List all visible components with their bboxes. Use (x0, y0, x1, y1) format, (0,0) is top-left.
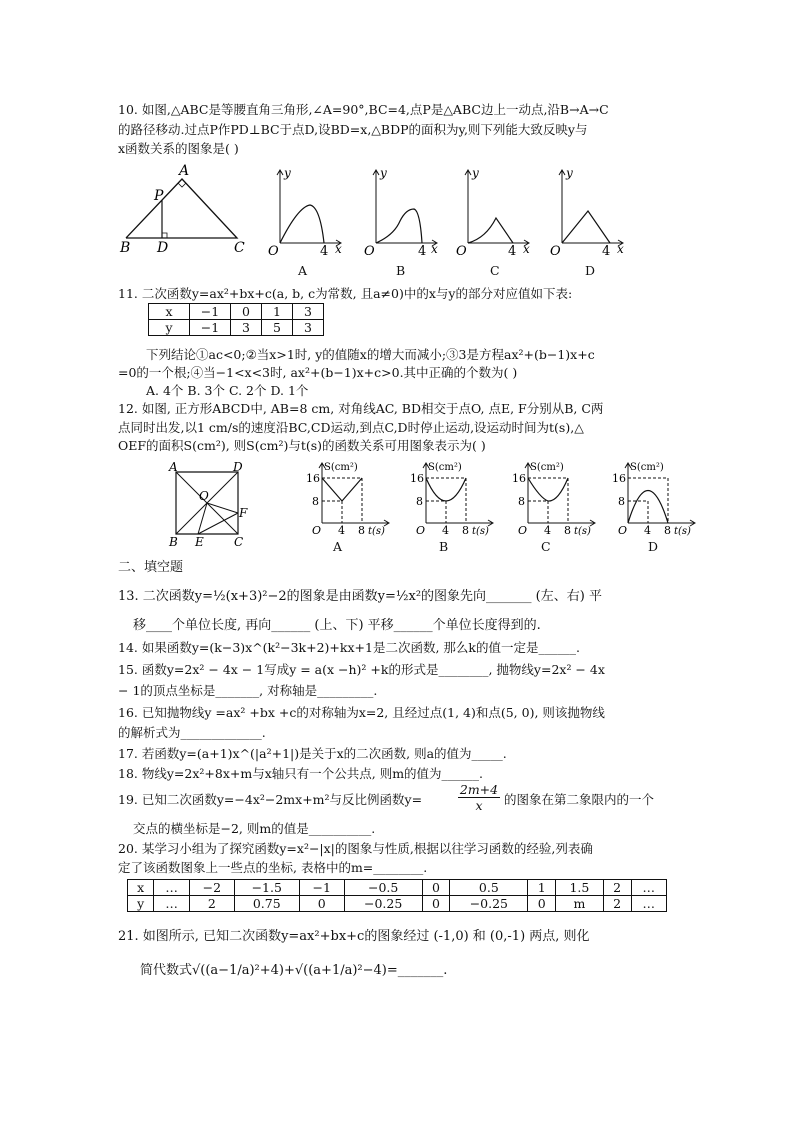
q12-graph-d (606, 458, 701, 538)
svg-text:4: 4 (644, 524, 651, 537)
q11-line-2: 下列结论①ac<0;②当x>1时, y的值随x的增大而减小;③3是方程ax²+(b−1)x+c (146, 347, 595, 362)
svg-text:t(s): t(s) (574, 526, 591, 537)
q10-triangle-figure (116, 163, 251, 258)
q12-line-1: 12. 如图, 正方形ABCD中, AB=8 cm, 对角线AC, BD相交于点O, 点E, F分别从B, C两 (118, 401, 604, 416)
q19-line-1a: 19. 已知二次函数y=−4x²−2mx+m²与反比例函数y= (118, 792, 423, 807)
q12-square-figure (166, 461, 246, 547)
q20-line-1: 20. 某学习小组为了探究函数y=x²−|x|的图象与性质,根据以往学习函数的经验,列表确 (118, 841, 593, 856)
svg-text:y: y (566, 166, 573, 180)
q18: 18. 物线y=2x²+8x+m与x轴只有一个公共点, 则m的值为______. (118, 766, 484, 781)
label-B: B (120, 240, 131, 256)
svg-text:x: x (617, 242, 624, 256)
q12-option-b: B (439, 539, 449, 554)
svg-text:8: 8 (312, 495, 319, 508)
q12-graph-b (404, 458, 499, 538)
q21-line-2: 简代数式√((a−1/a)²+4)+√((a+1/a)²−4)=_______. (140, 963, 448, 978)
q12-line-3: OEF的面积S(cm²), 则S(cm²)与t(s)的函数关系可用图象表示为( ) (118, 438, 486, 453)
q16-line-1: 16. 已知抛物线y =ax² +bx +c的对称轴为x=2, 且经过点(1, 4)和点(5, 0), 则该抛物线 (118, 705, 605, 720)
svg-text:4: 4 (602, 244, 611, 259)
svg-text:O: O (518, 524, 528, 537)
svg-text:O: O (456, 244, 467, 259)
svg-text:8: 8 (664, 524, 671, 537)
svg-text:4: 4 (418, 244, 427, 259)
svg-text:O: O (364, 244, 375, 259)
q10-option-d: D (585, 263, 596, 278)
q10-option-b: B (396, 263, 406, 278)
svg-text:y: y (284, 166, 291, 180)
table-row: x … −2 −1.5 −1 −0.5 0 0.5 1 1.5 2 … (128, 880, 667, 896)
q19-line-2: 交点的横坐标是−2, 则m的值是__________. (133, 821, 376, 836)
svg-text:O: O (416, 524, 426, 537)
q10-graph-c (446, 163, 536, 258)
svg-text:8: 8 (416, 495, 423, 508)
q12-line-2: 点同时出发,以1 cm/s的速度沿BC,CD运动,到点C,D时停止运动,设运动时间为t(s),△ (118, 420, 584, 435)
svg-text:4: 4 (442, 524, 449, 537)
q12-graph-a (300, 458, 395, 538)
q13-line-2: 移____个单位长度, 再向______ (上、下) 平移______个单位长度得到的. (133, 618, 541, 633)
svg-text:O: O (550, 244, 561, 259)
svg-text:F: F (239, 506, 248, 520)
q10-line-1: 10. 如图,△ABC是等腰直角三角形,∠A=90°,BC=4,点P是△ABC边上一动点,沿B→A→C (118, 102, 609, 117)
svg-text:E: E (195, 535, 204, 549)
q10-graph-b (354, 163, 444, 258)
svg-text:8: 8 (618, 495, 625, 508)
q10-line-3: x函数关系的图象是( ) (118, 141, 239, 156)
svg-text:S(cm²): S(cm²) (324, 462, 358, 473)
q19-fraction (458, 782, 500, 813)
svg-text:O: O (199, 489, 209, 503)
svg-text:16: 16 (612, 472, 626, 485)
label-P: P (154, 188, 164, 204)
table-row: y −1 3 5 3 (149, 320, 324, 336)
svg-text:8: 8 (564, 524, 571, 537)
svg-text:16: 16 (306, 472, 320, 485)
q10-line-2: 的路径移动.过点P作PD⊥BC于点D,设BD=x,△BDP的面积为y,则下列能大致反映y与 (118, 122, 588, 137)
section-heading: 二、填空题 (118, 560, 184, 575)
q10-graph-a (258, 163, 348, 258)
svg-text:x: x (523, 242, 530, 256)
svg-text:S(cm²): S(cm²) (530, 462, 564, 473)
svg-text:4: 4 (544, 524, 551, 537)
q13-line-1: 13. 二次函数y=½(x+3)²−2的图象是由函数y=½x²的图象先向_______ (左、右) 平 (118, 589, 602, 604)
q15-line-2: − 1的顶点坐标是_______, 对称轴是_________. (118, 683, 378, 698)
svg-text:4: 4 (320, 244, 329, 259)
table-row: y … 2 0.75 0 −0.25 0 −0.25 0 m 2 … (128, 896, 667, 912)
q17: 17. 若函数y=(a+1)x^(|a²+1|)是关于x的二次函数, 则a的值为_____. (118, 746, 507, 761)
svg-text:t(s): t(s) (368, 526, 385, 537)
q11-value-table (148, 303, 324, 336)
svg-text:t(s): t(s) (674, 526, 691, 537)
label-C: C (234, 240, 245, 256)
svg-text:x: x (431, 242, 438, 256)
q11-line-3: =0的一个根;④当−1<x<3时, ax²+(b−1)x+c>0.其中正确的个数为( ) (118, 365, 518, 380)
svg-text:16: 16 (410, 472, 424, 485)
svg-text:y: y (380, 166, 387, 180)
svg-text:B: B (169, 535, 178, 549)
q10-option-c: C (490, 263, 500, 278)
svg-text:4: 4 (338, 524, 345, 537)
table-row: x −1 0 1 3 (149, 304, 324, 320)
label-A: A (179, 163, 190, 179)
q10-graph-d (540, 163, 630, 258)
svg-text:S(cm²): S(cm²) (630, 462, 664, 473)
q19-line-1b: 的图象在第二象限内的一个 (504, 792, 655, 807)
q15-line-1: 15. 函数y=2x² − 4x − 1写成y = a(x −h)² +k的形式是________, 抛物线y=2x² − 4x (118, 662, 605, 677)
q10-option-a: A (298, 263, 308, 278)
svg-text:C: C (234, 535, 244, 549)
label-D: D (157, 240, 169, 256)
svg-text:8: 8 (462, 524, 469, 537)
svg-text:4: 4 (508, 244, 517, 259)
fraction-denominator: x (475, 798, 483, 813)
q21-line-1: 21. 如图所示, 已知二次函数y=ax²+bx+c的图象经过 (-1,0) 和 (0,-1) 两点, 则化 (118, 929, 590, 944)
q20-value-table (127, 879, 667, 912)
q12-option-c: C (541, 539, 551, 554)
svg-text:O: O (312, 524, 322, 537)
q12-option-a: A (333, 539, 343, 554)
svg-text:O: O (268, 244, 279, 259)
svg-text:8: 8 (518, 495, 525, 508)
svg-text:D: D (233, 460, 243, 474)
q14: 14. 如果函数y=(k−3)x^(k²−3k+2)+kx+1是二次函数, 那么k的值一定是______. (118, 640, 580, 655)
fraction-numerator: 2m+4 (459, 782, 499, 797)
svg-text:S(cm²): S(cm²) (428, 462, 462, 473)
svg-text:y: y (472, 166, 479, 180)
q11-line-1: 11. 二次函数y=ax²+bx+c(a, b, c为常数, 且a≠0)中的x与y的部分对应值如下表: (118, 286, 573, 301)
svg-text:A: A (169, 460, 178, 474)
svg-text:O: O (618, 524, 628, 537)
svg-text:t(s): t(s) (472, 526, 489, 537)
q11-choices: A. 4个 B. 3个 C. 2个 D. 1个 (146, 383, 309, 398)
svg-text:8: 8 (358, 524, 365, 537)
svg-text:x: x (335, 242, 342, 256)
q20-line-2: 定了该函数图象上一些点的坐标, 表格中的m=________. (118, 860, 428, 875)
q12-graph-c (506, 458, 601, 538)
q16-line-2: 的解析式为_____________. (118, 725, 266, 740)
svg-text:16: 16 (512, 472, 526, 485)
q12-option-d: D (648, 539, 659, 554)
